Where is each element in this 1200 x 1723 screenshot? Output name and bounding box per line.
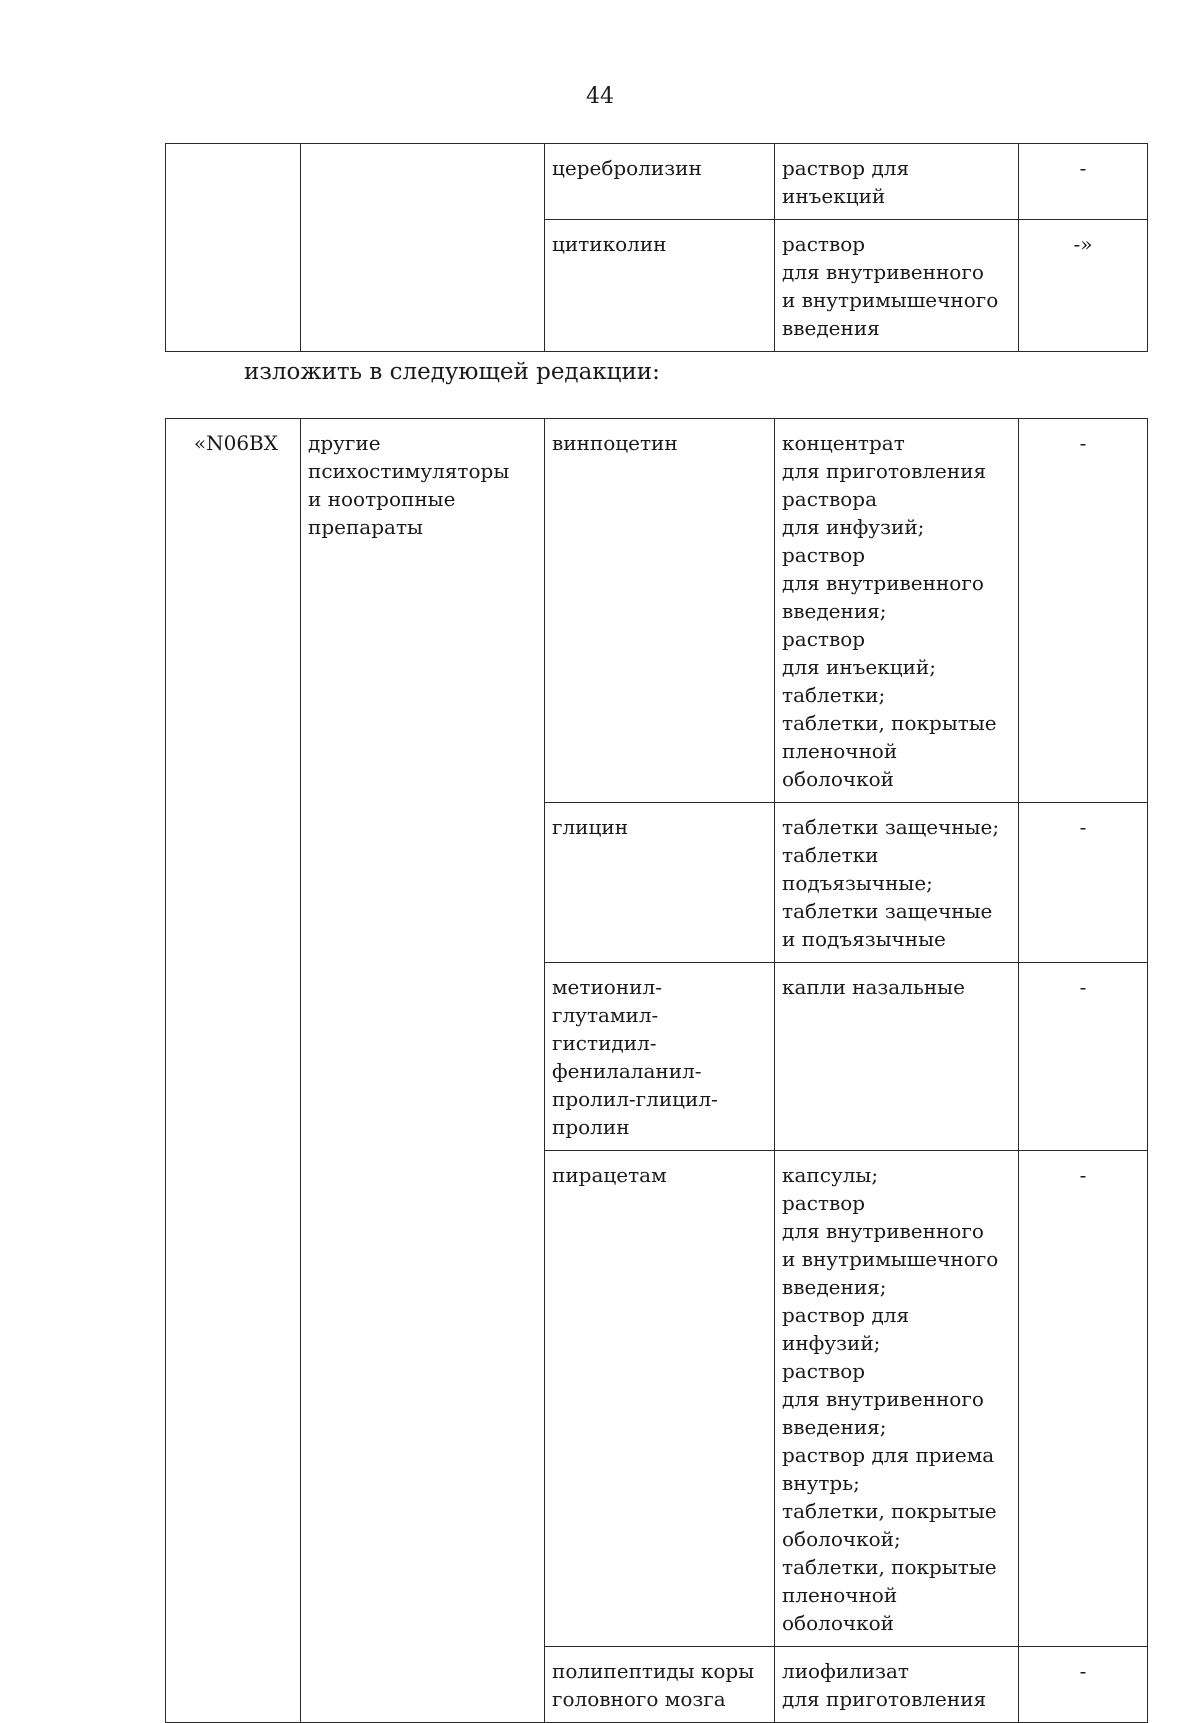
atc-code-cell: «N06BX (166, 419, 301, 1723)
instruction-text: изложить в следующей редакции: (244, 359, 660, 385)
dosage-form-cell: раствор для внутривенного и внутримышечного введения (775, 220, 1019, 352)
note-cell: -» (1019, 220, 1148, 352)
note-cell: - (1019, 1647, 1148, 1723)
dosage-form-cell: капсулы; раствор для внутривенного и внутримышечного введения; раствор для инфузий; раствор для внутривенного введения; раствор для приема внутрь; таблетки, покрытые оболочкой; таблетки, покрытые пленочной оболочкой (775, 1151, 1019, 1647)
note-cell: - (1019, 963, 1148, 1151)
new-edition-drug-table (165, 418, 1148, 1723)
dosage-form-cell: концентрат для приготовления раствора для инфузий; раствор для внутривенного введения; раствор для инъекций; таблетки; таблетки, покрытые пленочной оболочкой (775, 419, 1019, 803)
dosage-form-cell: капли назальные (775, 963, 1019, 1151)
note-cell: - (1019, 1151, 1148, 1647)
note-cell: - (1019, 144, 1148, 220)
note-cell: - (1019, 419, 1148, 803)
drug-name-cell: глицин (545, 803, 775, 963)
drug-name-cell: цитиколин (545, 220, 775, 352)
continued-drug-table (165, 143, 1148, 352)
note-cell: - (1019, 803, 1148, 963)
drug-name-cell: пирацетам (545, 1151, 775, 1647)
atc-code-cell (166, 144, 301, 352)
drug-name-cell: метионил-глутамил- гистидил- фенилаланил- пролил-глицил- пролин (545, 963, 775, 1151)
dosage-form-cell: таблетки защечные; таблетки подъязычные; таблетки защечные и подъязычные (775, 803, 1019, 963)
dosage-form-cell: раствор для инъекций (775, 144, 1019, 220)
table-row (166, 144, 1148, 220)
drug-name-cell: церебролизин (545, 144, 775, 220)
dosage-form-cell: лиофилизат для приготовления (775, 1647, 1019, 1723)
page-number: 44 (586, 84, 614, 109)
drug-name-cell: полипептиды коры головного мозга (545, 1647, 775, 1723)
group-cell: другие психостимуляторы и ноотропные препараты (301, 419, 545, 1723)
drug-name-cell: винпоцетин (545, 419, 775, 803)
table-row (166, 419, 1148, 803)
group-cell (301, 144, 545, 352)
